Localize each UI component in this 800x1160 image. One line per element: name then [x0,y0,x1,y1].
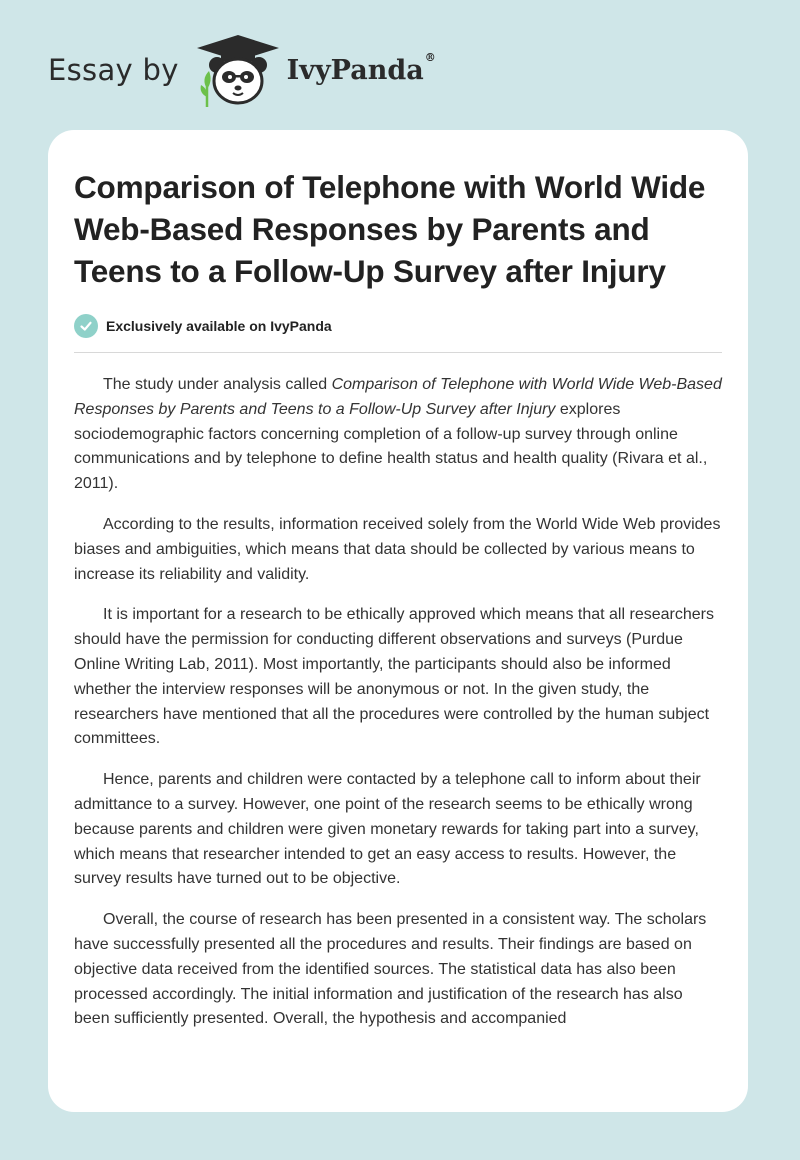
site-header [48,30,436,110]
paragraph: It is important for a research to be ethically approved which means that all researchers should have the permission for conducting different observations and surveys (Purdue Online Writing Lab, 2011). Most importantly, the participants should also be informed whether the interview responses will be anonymous or not. In the given study, the researchers have mentioned that all the procedures were controlled by the human subject committees. [74,606,714,748]
check-icon [74,314,98,338]
paragraph: According to the results, information received solely from the World Wide Web provides biases and ambiguities, which means that data should be collected by various means to increase its reliability and validity. [74,515,721,583]
essay-body [74,373,722,1032]
paragraph: Hence, parents and children were contacted by a telephone call to inform about their admittance to a survey. However, one point of the research seems to be ethically wrong because parents and children were given monetary rewards for taking part into a survey, which means that researcher intended to get an easy access to results. However, the survey results have turned out to be objective. [74,771,701,888]
essay-card [48,130,748,1112]
registered-mark: ® [424,50,436,64]
paragraph: The study under analysis called Comparison of Telephone with World Wide Web-Based Responses by Parents and Teens to a Follow-Up Survey after Injury explores sociodemographic factors concerning completion of a follow-up survey through online communications and by telephone to define health status and health quality (Rivara et al., 2011). [74,376,722,493]
exclusive-badge [74,314,722,353]
page-title: Comparison of Telephone with World Wide Web-Based Responses by Parents and Teens to a Follow-Up Survey after Injury [74,169,706,289]
essay-by-label: Essay by [48,53,179,87]
paragraph: Overall, the course of research has been presented in a consistent way. The scholars have successfully presented all the procedures and results. Their findings are based on objective data received from the identified sources. The statistical data has also been processed accordingly. The initial information and justification of the research has also been sufficiently presented. Overall, the hypothesis and accompanied [74,911,707,1028]
exclusive-label: Exclusively available on IvyPanda [106,318,332,334]
study-title-italic: Comparison of Telephone with World Wide Web-Based Responses by Parents and Teens to a Follow-Up Survey after Injury [74,376,722,418]
panda-logo-icon[interactable] [193,31,283,109]
brand-name[interactable]: IvyPanda® [286,50,436,86]
